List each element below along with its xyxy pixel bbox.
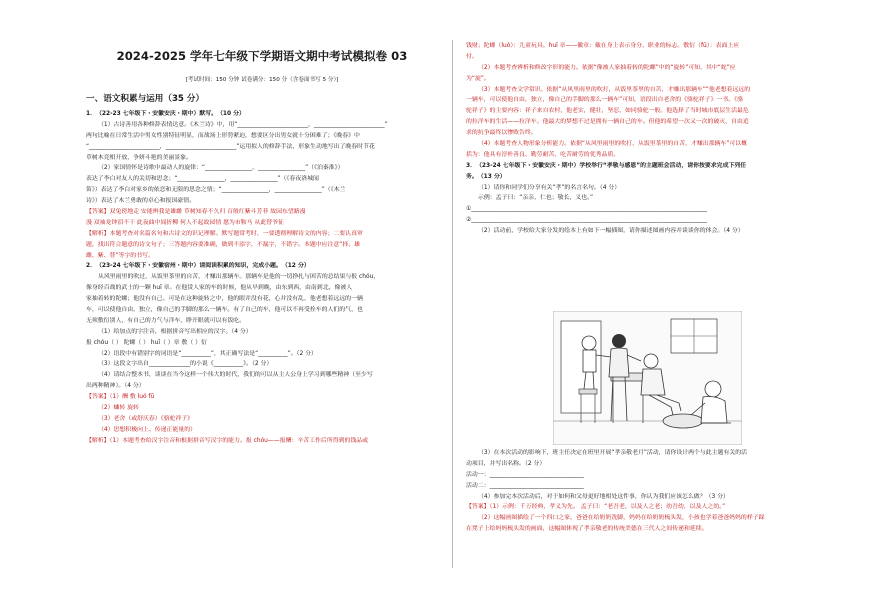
left-text-line: 表达了李白对友人的关切和思念；“________________，________________”（《春夜洛城闻 [86, 176, 319, 183]
right-column-bottom [466, 448, 818, 535]
left-text-line: （2）家国情怀是诗歌中最动人的旋律：“________________，________________”（《泊秦淮》） [98, 165, 344, 172]
column-divider [452, 40, 453, 568]
right-text-line: 为“旋”。 [466, 75, 490, 82]
right-text-line: （2）活动前，学校给大家分发的绘本上有如下一幅插图，请你描述图画内容并谈谈你的体会。（4 分） [478, 228, 744, 235]
right-lower-text-line: 在凳子上给妈妈梳头发的画面，这幅图体现了孝亲敬老的传统美德在三代人之间传递和延续。 [466, 526, 708, 533]
left-text-line: 无须敷衍别人，有自己的力气与洋车，睁开眼就可以有饭吃。 [86, 317, 246, 324]
left-text-line: （1）给加点的字注音，根据拼音写出相应的汉字。（4 分） [98, 328, 252, 335]
left-text-line: 【答案】（1）酬 敷 luó fū [86, 394, 155, 401]
left-text-line: （3）老舍（或舒庆春）《骆驼祥子》 [98, 415, 194, 422]
right-text-line: 的拉洋车的生活——拉洋车。他最大的梦想不过是拥有一辆自己的车。但他的希望一次又一次的破灭，自由追 [466, 119, 749, 126]
right-text-line: 务。（13 分） [466, 173, 506, 180]
section-title: 一、语文积累与运用（35 分） [86, 94, 205, 104]
left-column [86, 109, 438, 447]
right-column-top [466, 41, 818, 237]
right-lower-text-line: （2）这幅画图描绘了一个四口之家，爸爸在给奶奶洗脚，妈妈在给奶奶梳头发，小孩也学着爸爸妈妈的样子踩 [478, 515, 765, 522]
left-text-line: 从风里雨里的吹过，从饭里茶里的自苦，才赚出那辆车。那辆车是他的一切挣扎与困苦的总结果与报 chóu， [98, 274, 380, 281]
left-text-line: 题，找出符合题意的诗文句子；三答题内容要准确，做到不添字，不漏字，不错字。本题中应注意“择、雄 [86, 241, 361, 248]
right-text-line: （2）本题考查辨析和修改字形的能力。依据“像被人家抽着转的陀螺”中的“旋转”可知，其中“蛇”应 [478, 64, 736, 71]
left-text-line: 车，可以使他自由，独立，像自己的手脚的那么一辆车。有了自己的车，他可以不再受拴车的人们的气，也 [86, 307, 363, 314]
right-text-line: 一辆车，可以使他自由，独立，像自己的手脚的那么一辆车”可知，语段出自老舍的《骆驼祥子》一书。《骆 [466, 97, 743, 104]
left-text-line: 【解析】（1）本题考查给汉字注音和根据拼音写汉字的能力。报 chóu——报酬：辛苦工作后所得到的钱品或 [86, 437, 369, 444]
right-text-line: 钱财；陀螺（luó）：儿童玩具。huī 章——徽章：戴在身上表示身分、职业的标志。敷衍（fū）：表面上应 [466, 43, 740, 49]
left-text-line: 出两种精神）。（4 分） [86, 383, 145, 390]
left-text-line: 草树木竞相开放，争妍斗艳的美丽景象。 [86, 154, 193, 161]
left-text-line: 漫 双袖龙钟泪不干 此夜曲中闻折柳 何人不起故园情 愿为市鞍马 从此替爷征 [86, 219, 284, 226]
right-text-line: （4）本题考查人物形象分析能力。依据“从风里雨里的吹打，从饭里茶里的自苦，才赚出那辆车”可以概 [478, 141, 748, 148]
right-lower-text-line: 活动二：________________________________ [466, 482, 584, 489]
exam-title: 2024-2025 学年七年级下学期语文期中考试模拟卷 03 [116, 49, 408, 63]
left-text-line: （2）蛐转 旋转 [98, 405, 139, 412]
right-text-line: 驼祥子》的主要内容：祥子来自农村，他老实，健壮，坚忍，如同骆驼一般。他选择了当时城市底层生活最危 [466, 108, 749, 115]
right-lower-text-line: （3）在本次活动的影响下，班主任决定在班里开展“孝亲敬老月”活动，请你设计两个与此主题有关的活 [478, 450, 748, 456]
left-text-line: 【答案】双兔傍地走 安能辨我是雄雌 草树知春不久归 百般红紫斗芳菲 故园东望路漫 [86, 209, 306, 216]
right-lower-text-line: 活动一：________________________________ [466, 471, 584, 478]
right-text-line: （3）本题考查文学常识。依据“从风里雨里的吹打，从饭里茶里的自苦，才赚出那辆车”“他老想着远远的 [478, 86, 751, 93]
left-text-line: 诗》）表达了木兰勇敢的卓心和报国豪情。 [86, 198, 195, 205]
right-text-line: ①________________________________________________________________________________ [466, 206, 707, 213]
left-text-line: 两句比喻在日常生活中男女性别特征明显，而战场上形势紧迫，想要区分出男女就十分困难了；《晚春》中 [86, 132, 360, 139]
right-lower-text-line: （4）参加完本次活动后，对于如何和父母更好地相处这件事，你认为我们应该怎么做？（3 分） [478, 493, 729, 500]
left-text-line: 家抽着转的陀螺；他没有自己。可是在这种旋转之中，他的眼并没有花，心并没有乱，他老想着远远的一辆 [86, 296, 363, 303]
exam-meta: [考试时间：150 分钟 试卷满分：150 分（含卷面书写 5 分）] [185, 77, 339, 83]
right-text-line: 求的抗争最终以惨败告终。 [466, 130, 537, 137]
right-lower-text-line: 动项目，并写出名称。（2 分） [466, 460, 546, 467]
right-text-line: （1）请你和同学们分享有关“孝”的名言名句。（4 分） [478, 184, 621, 191]
left-text-line: （2）语段中有错别字的词语是“__________”，其正确写法是“__________”。（2 分） [98, 350, 317, 357]
left-text-line: 笛》）表达了李白对家乡的依恋和无限的思念之情；“________________，________________”（《木兰 [86, 187, 346, 194]
left-text-line: （3）这段文字出自______________的小说《__________》。（2 分） [98, 361, 273, 368]
left-text-line: 1．（22-23 七年级下・安徽安庆・期中）默写。（10 分） [86, 111, 245, 117]
right-text-line: 示例：孟子曰：“亲亲，仁也；敬长，义也。” [478, 195, 594, 202]
left-text-line: （4）请结合整本书，谈谈在当今这样一个伟大的时代，我们的可以从主人公身上学习到哪些精神（至少写 [98, 372, 373, 379]
right-text-line: ②________________________________________________________________________________ [466, 217, 707, 224]
family-footwash-illustration [553, 311, 742, 445]
left-text-line: 像身经百战的武士的一颗 huī 章。在他赁人家的车的时候，他从早到晚，由东到西，由南到北，像被人 [86, 285, 353, 292]
left-text-line: 雌、紫、替”等字的书写。 [86, 252, 154, 259]
right-text-line: 3．（23-24 七年级下・安徽安庆・期中）学校举行“孝敬与感恩”的主题班会活动，请你按要求完成下列任 [466, 162, 747, 169]
left-text-line: 2．（23-24 七年级下・安徽宿州・期中）请阅读积累的知识，完成小题。（12 分） [86, 263, 310, 270]
left-text-line: （4）思想积极向上、传递正能量的） [98, 426, 196, 433]
right-text-line: 括为：他具有淳朴善良、勤劳耐苦、吃苦耐劳的优秀品质。 [466, 151, 620, 158]
left-text-line: 【解析】本题考查对名篇名句和古诗文的识记理解。默写题常考时，一要透彻理解诗文的内容；二要认真审 [86, 230, 363, 237]
left-text-line: 报 chóu（ ） 陀螺（ ） huī（ ）章 敷（ ）衍 [86, 339, 207, 346]
right-lower-text-line: 【答案】（1）示例：千万经典，孝义为先。 孟子曰：“老吾老，以及人之老；幼吾幼，以及人之幼。” [466, 504, 726, 511]
left-text-line: （1）古诗善用各种修辞表情达意。《木兰诗》中，用“________________________，________________________” [98, 121, 388, 128]
left-text-line: “________________________，________________________”运用拟人的修辞手法，形象生动地写出了晚春时节花 [86, 143, 375, 150]
right-text-line: 付。 [466, 53, 478, 60]
